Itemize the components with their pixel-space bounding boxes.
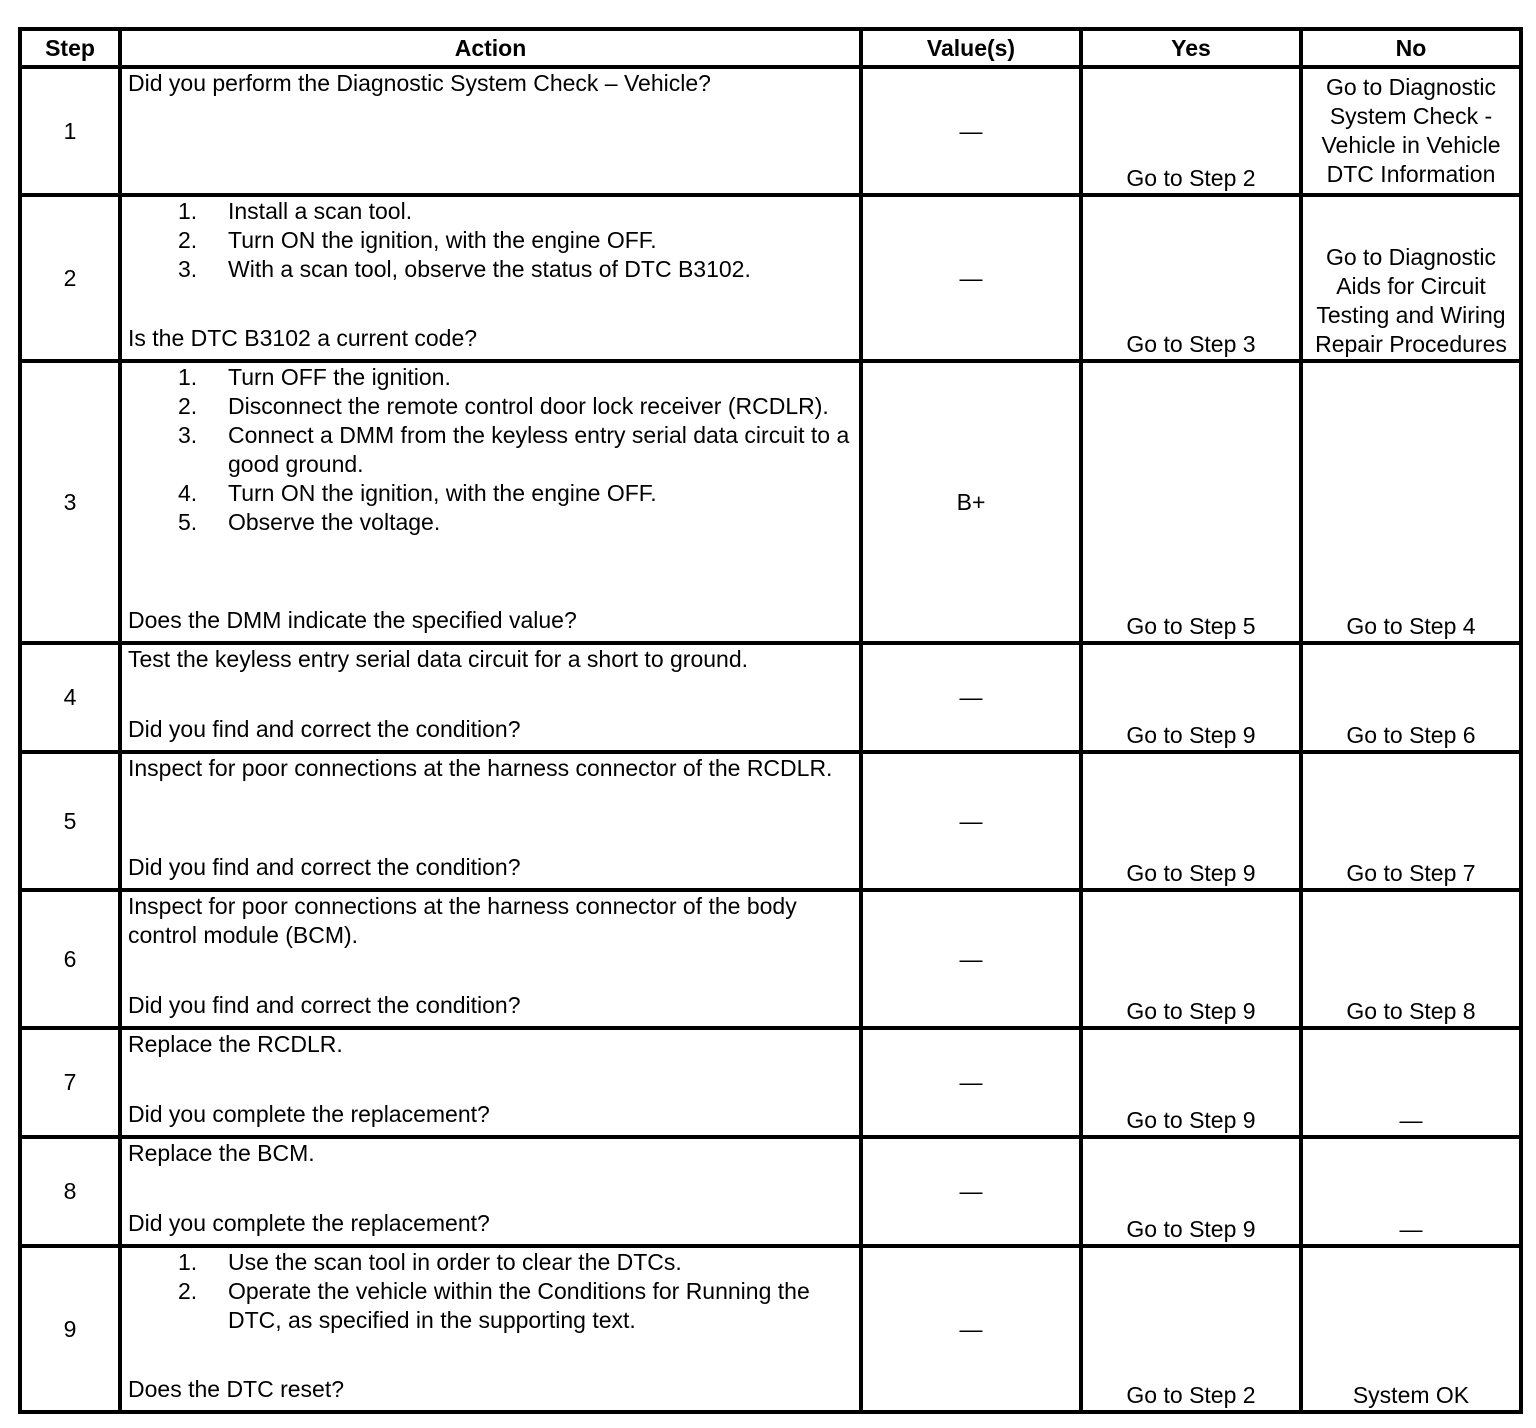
list-item: 3. With a scan tool, observe the status of DTC B3102. [178,256,751,282]
list-item: 1. Turn OFF the ignition. [178,364,451,390]
action-cell [120,1028,861,1137]
action-question: Does the DMM indicate the specified value? [128,607,577,633]
action-question: Did you find and correct the condition? [128,716,521,742]
action-question: Did you find and correct the condition? [128,992,521,1018]
action-text: Replace the BCM. [128,1140,315,1166]
step-number: 9 [20,1246,120,1412]
table-row [20,643,1521,752]
no-cell: Go to Diagnostic System Check - Vehicle in Vehicle DTC Information [1301,67,1521,195]
yes-cell: Go to Step 3 [1081,195,1301,361]
action-cell [120,1137,861,1246]
step-number: 7 [20,1028,120,1137]
action-cell [120,752,861,890]
yes-cell: Go to Step 9 [1081,752,1301,890]
value-cell: — [861,890,1081,1028]
yes-cell: Go to Step 2 [1081,67,1301,195]
no-cell: Go to Step 8 [1301,890,1521,1028]
header-row [20,29,1521,67]
table-row [20,67,1521,195]
action-text: Test the keyless entry serial data circuit for a short to ground. [128,646,749,672]
value-cell: — [861,752,1081,890]
step-list [128,363,853,537]
no-cell: Go to Step 6 [1301,643,1521,752]
value-cell: — [861,643,1081,752]
table-row [20,195,1521,361]
action-cell [120,67,861,195]
action-text: Inspect for poor connections at the harness connector of the body control module (BCM). [128,893,797,948]
list-item: 5. Observe the voltage. [178,509,441,535]
list-item: 2. Turn ON the ignition, with the engine OFF. [178,227,657,253]
header-step: Step [20,29,120,67]
yes-cell: Go to Step 5 [1081,361,1301,643]
step-number: 4 [20,643,120,752]
step-number: 1 [20,67,120,195]
action-cell [120,643,861,752]
header-action: Action [120,29,861,67]
action-question: Did you complete the replacement? [128,1101,490,1127]
table-row [20,890,1521,1028]
step-number: 3 [20,361,120,643]
yes-cell: Go to Step 9 [1081,1028,1301,1137]
step-number: 6 [20,890,120,1028]
value-cell: — [861,1246,1081,1412]
list-item: 3. Connect a DMM from the keyless entry serial data circuit to a good ground. [178,422,850,477]
diagnostic-table [18,27,1523,1414]
table-row [20,361,1521,643]
action-cell [120,361,861,643]
value-cell: — [861,1137,1081,1246]
no-cell: System OK [1301,1246,1521,1412]
no-cell: — [1301,1137,1521,1246]
value-cell: B+ [861,361,1081,643]
yes-cell: Go to Step 9 [1081,1137,1301,1246]
list-item: 2. Operate the vehicle within the Conditions for Running the DTC, as specified in the supporting text. [178,1278,810,1333]
header-values: Value(s) [861,29,1081,67]
no-cell: Go to Step 4 [1301,361,1521,643]
yes-cell: Go to Step 9 [1081,890,1301,1028]
value-cell: — [861,195,1081,361]
action-cell [120,1246,861,1412]
step-list [128,197,853,284]
action-cell [120,890,861,1028]
action-text: Replace the RCDLR. [128,1031,343,1057]
header-no: No [1301,29,1521,67]
step-number: 2 [20,195,120,361]
list-item: 2. Disconnect the remote control door lock receiver (RCDLR). [178,393,829,419]
action-question: Did you complete the replacement? [128,1210,490,1236]
action-text: Did you perform the Diagnostic System Check – Vehicle? [128,70,711,96]
table-row [20,752,1521,890]
action-question: Did you find and correct the condition? [128,854,521,880]
table-row [20,1246,1521,1412]
list-item: 1. Install a scan tool. [178,198,413,224]
value-cell: — [861,1028,1081,1137]
yes-cell: Go to Step 9 [1081,643,1301,752]
no-cell: Go to Step 7 [1301,752,1521,890]
step-list [128,1248,853,1335]
step-number: 8 [20,1137,120,1246]
step-number: 5 [20,752,120,890]
list-item: 4. Turn ON the ignition, with the engine OFF. [178,480,657,506]
value-cell: — [861,67,1081,195]
table-row [20,1137,1521,1246]
action-question: Is the DTC B3102 a current code? [128,325,478,351]
no-cell: — [1301,1028,1521,1137]
table-row [20,1028,1521,1137]
header-yes: Yes [1081,29,1301,67]
action-cell [120,195,861,361]
action-question: Does the DTC reset? [128,1376,345,1402]
list-item: 1. Use the scan tool in order to clear the DTCs. [178,1249,682,1275]
no-cell: Go to Diagnostic Aids for Circuit Testing and Wiring Repair Procedures [1301,195,1521,361]
action-text: Inspect for poor connections at the harness connector of the RCDLR. [128,755,833,781]
yes-cell: Go to Step 2 [1081,1246,1301,1412]
